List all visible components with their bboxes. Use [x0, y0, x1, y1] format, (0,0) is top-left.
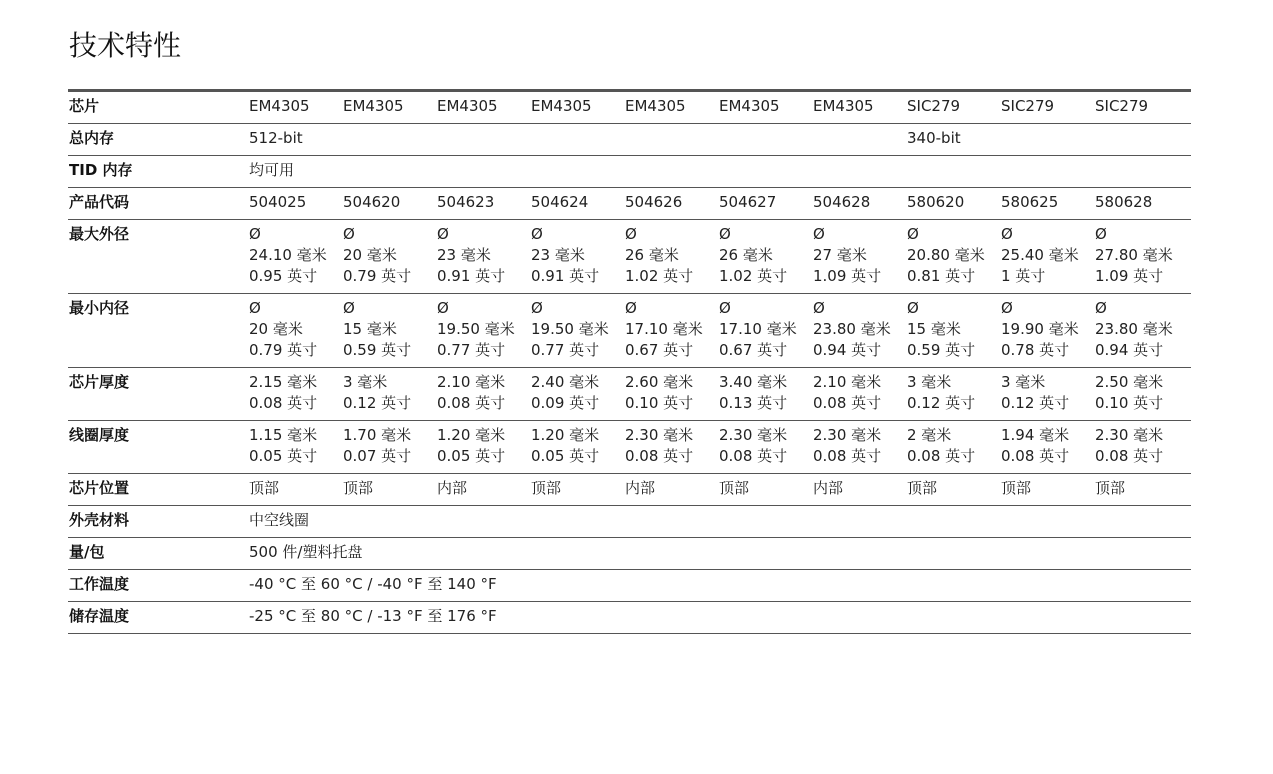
cell-line: 27 毫米	[813, 246, 867, 264]
table-row	[68, 474, 1191, 506]
table-cell	[530, 294, 624, 368]
cell-line: 23 毫米	[531, 246, 585, 264]
cell-line: 17.10 毫米	[625, 320, 703, 338]
cell-line: 0.12 英寸	[907, 394, 976, 412]
table-cell	[436, 368, 530, 421]
cell-line: 0.91 英寸	[437, 267, 506, 285]
cell-line: 0.94 英寸	[813, 341, 882, 359]
table-cell: 504627	[719, 193, 777, 211]
row-label: 最小内径	[69, 299, 130, 317]
table-cell	[718, 421, 812, 474]
table-cell	[342, 368, 436, 421]
table-row	[68, 91, 1191, 124]
table-cell: 580628	[1095, 193, 1153, 211]
cell-line: 2.10 毫米	[437, 373, 506, 391]
table-row	[68, 538, 1191, 570]
cell-line: Ø	[719, 225, 731, 243]
cell-line: 3 毫米	[907, 373, 952, 391]
cell-line: 0.12 英寸	[343, 394, 412, 412]
table-cell: EM4305	[343, 97, 404, 115]
table-cell: 内部	[813, 479, 844, 497]
table-row	[68, 220, 1191, 294]
cell-line: 20 毫米	[249, 320, 303, 338]
cell-line: 0.79 英寸	[343, 267, 412, 285]
table-cell: 504628	[813, 193, 871, 211]
cell-line: Ø	[813, 299, 825, 317]
cell-line: 2.30 毫米	[719, 426, 788, 444]
cell-line: 0.09 英寸	[531, 394, 600, 412]
cell-line: 0.77 英寸	[437, 341, 506, 359]
table-cell	[906, 220, 1000, 294]
table-cell: 顶部	[1095, 479, 1126, 497]
cell-line: 19.90 毫米	[1001, 320, 1079, 338]
table-cell	[248, 220, 342, 294]
cell-line: Ø	[437, 225, 449, 243]
table-cell: 504624	[531, 193, 589, 211]
cell-line: 0.59 英寸	[907, 341, 976, 359]
table-row	[68, 124, 1191, 156]
cell-line: 0.08 英寸	[719, 447, 788, 465]
cell-line: 1.70 毫米	[343, 426, 412, 444]
row-label: 芯片位置	[69, 479, 130, 497]
table-cell	[718, 220, 812, 294]
table-row	[68, 368, 1191, 421]
table-cell: SIC279	[907, 97, 961, 115]
table-cell	[624, 421, 718, 474]
table-cell	[1094, 368, 1191, 421]
row-label: 储存温度	[69, 607, 130, 625]
cell-line: 0.05 英寸	[249, 447, 318, 465]
table-row	[68, 506, 1191, 538]
table-cell: 中空线圈	[249, 511, 310, 529]
table-cell	[812, 294, 906, 368]
table-cell	[530, 368, 624, 421]
cell-line: 2.10 毫米	[813, 373, 882, 391]
cell-line: 0.08 英寸	[1001, 447, 1070, 465]
row-label: 总内存	[69, 129, 115, 147]
table-cell	[718, 368, 812, 421]
cell-line: Ø	[719, 299, 731, 317]
cell-line: 2.40 毫米	[531, 373, 600, 391]
cell-line: 3.40 毫米	[719, 373, 788, 391]
table-cell: 504623	[437, 193, 495, 211]
cell-line: 19.50 毫米	[531, 320, 609, 338]
cell-line: 19.50 毫米	[437, 320, 515, 338]
cell-line: 26 毫米	[719, 246, 773, 264]
table-cell	[812, 421, 906, 474]
cell-line: Ø	[531, 225, 543, 243]
row-label: 量/包	[69, 543, 105, 561]
table-cell	[436, 421, 530, 474]
cell-line: 0.13 英寸	[719, 394, 788, 412]
cell-line: 2.50 毫米	[1095, 373, 1164, 391]
spec-table	[68, 89, 1191, 634]
cell-line: 0.12 英寸	[1001, 394, 1070, 412]
cell-line: Ø	[625, 299, 637, 317]
cell-line: 0.79 英寸	[249, 341, 318, 359]
cell-line: Ø	[437, 299, 449, 317]
table-cell	[624, 294, 718, 368]
table-cell: 504025	[249, 193, 307, 211]
table-row	[68, 570, 1191, 602]
table-cell	[436, 294, 530, 368]
cell-line: 0.08 英寸	[813, 394, 882, 412]
table-cell	[342, 220, 436, 294]
table-cell: 512-bit	[249, 129, 303, 147]
cell-line: 1.20 毫米	[531, 426, 600, 444]
cell-line: 20.80 毫米	[907, 246, 985, 264]
cell-line: 1.02 英寸	[719, 267, 788, 285]
cell-line: Ø	[907, 225, 919, 243]
table-cell	[812, 220, 906, 294]
cell-line: 15 毫米	[343, 320, 397, 338]
table-cell: 内部	[625, 479, 656, 497]
cell-line: 1.94 毫米	[1001, 426, 1070, 444]
cell-line: Ø	[249, 299, 261, 317]
cell-line: 0.67 英寸	[719, 341, 788, 359]
cell-line: 26 毫米	[625, 246, 679, 264]
table-cell: 顶部	[249, 479, 280, 497]
cell-line: 0.59 英寸	[343, 341, 412, 359]
cell-line: 0.08 英寸	[907, 447, 976, 465]
table-cell: 均可用	[249, 161, 295, 179]
table-cell	[1000, 421, 1094, 474]
table-cell	[906, 368, 1000, 421]
cell-line: 2.30 毫米	[1095, 426, 1164, 444]
table-cell	[1094, 421, 1191, 474]
table-cell	[718, 294, 812, 368]
cell-line: 3 毫米	[1001, 373, 1046, 391]
cell-line: 0.91 英寸	[531, 267, 600, 285]
table-cell	[248, 294, 342, 368]
table-cell: 顶部	[907, 479, 938, 497]
cell-line: 2.15 毫米	[249, 373, 318, 391]
table-cell: EM4305	[437, 97, 498, 115]
table-row	[68, 188, 1191, 220]
cell-line: 0.08 英寸	[625, 447, 694, 465]
table-cell	[1094, 294, 1191, 368]
cell-line: 27.80 毫米	[1095, 246, 1173, 264]
cell-line: 1.09 英寸	[813, 267, 882, 285]
spec-table-body	[68, 91, 1191, 634]
table-cell	[530, 421, 624, 474]
cell-line: 23.80 毫米	[813, 320, 891, 338]
row-label: 最大外径	[69, 225, 130, 243]
cell-line: 2.60 毫米	[625, 373, 694, 391]
cell-line: 1 英寸	[1001, 267, 1046, 285]
cell-line: Ø	[343, 225, 355, 243]
cell-line: 0.67 英寸	[625, 341, 694, 359]
cell-line: Ø	[813, 225, 825, 243]
table-cell	[1000, 294, 1094, 368]
cell-line: 17.10 毫米	[719, 320, 797, 338]
table-cell	[248, 368, 342, 421]
table-cell	[248, 421, 342, 474]
table-cell: EM4305	[625, 97, 686, 115]
cell-line: Ø	[531, 299, 543, 317]
cell-line: 25.40 毫米	[1001, 246, 1079, 264]
table-cell: 580620	[907, 193, 965, 211]
row-label: 产品代码	[69, 193, 130, 211]
cell-line: 0.08 英寸	[813, 447, 882, 465]
cell-line: 2.30 毫米	[813, 426, 882, 444]
cell-line: 1.15 毫米	[249, 426, 318, 444]
cell-line: 1.20 毫米	[437, 426, 506, 444]
cell-line: 0.95 英寸	[249, 267, 318, 285]
cell-line: 0.07 英寸	[343, 447, 412, 465]
cell-line: 20 毫米	[343, 246, 397, 264]
table-cell: 顶部	[343, 479, 374, 497]
table-cell: 580625	[1001, 193, 1059, 211]
table-row	[68, 294, 1191, 368]
cell-line: Ø	[1095, 225, 1107, 243]
table-cell: 340-bit	[907, 129, 961, 147]
table-cell: -40 °C 至 60 °C / -40 °F 至 140 °F	[249, 575, 497, 593]
table-cell: 504626	[625, 193, 683, 211]
table-cell: 顶部	[1001, 479, 1032, 497]
cell-line: 0.10 英寸	[625, 394, 694, 412]
row-label: 线圈厚度	[69, 426, 130, 444]
cell-line: Ø	[907, 299, 919, 317]
row-label: TID 内存	[69, 161, 133, 179]
table-cell	[530, 220, 624, 294]
table-cell: SIC279	[1095, 97, 1149, 115]
cell-line: Ø	[343, 299, 355, 317]
table-cell	[624, 368, 718, 421]
table-cell	[906, 294, 1000, 368]
cell-line: 0.05 英寸	[531, 447, 600, 465]
table-cell	[812, 368, 906, 421]
table-cell: EM4305	[813, 97, 874, 115]
row-label: 芯片	[69, 97, 100, 115]
table-cell: EM4305	[531, 97, 592, 115]
table-cell: 顶部	[719, 479, 750, 497]
cell-line: 2.30 毫米	[625, 426, 694, 444]
cell-line: 23 毫米	[437, 246, 491, 264]
table-row	[68, 156, 1191, 188]
cell-line: 15 毫米	[907, 320, 961, 338]
cell-line: 0.94 英寸	[1095, 341, 1164, 359]
cell-line: 0.08 英寸	[437, 394, 506, 412]
cell-line: Ø	[1001, 225, 1013, 243]
table-cell	[906, 421, 1000, 474]
table-cell: EM4305	[249, 97, 310, 115]
cell-line: 0.05 英寸	[437, 447, 506, 465]
cell-line: 0.77 英寸	[531, 341, 600, 359]
cell-line: 0.78 英寸	[1001, 341, 1070, 359]
table-cell: 内部	[437, 479, 468, 497]
cell-line: Ø	[249, 225, 261, 243]
table-cell: 顶部	[531, 479, 562, 497]
table-cell: SIC279	[1001, 97, 1055, 115]
table-cell	[436, 220, 530, 294]
table-cell: EM4305	[719, 97, 780, 115]
cell-line: 24.10 毫米	[249, 246, 327, 264]
row-label: 外壳材料	[69, 511, 130, 529]
table-cell	[342, 294, 436, 368]
table-cell	[1094, 220, 1191, 294]
table-cell	[1000, 368, 1094, 421]
cell-line: Ø	[625, 225, 637, 243]
row-label: 工作温度	[69, 575, 130, 593]
cell-line: Ø	[1001, 299, 1013, 317]
table-cell: 504620	[343, 193, 401, 211]
cell-line: 1.02 英寸	[625, 267, 694, 285]
cell-line: 2 毫米	[907, 426, 952, 444]
cell-line: 23.80 毫米	[1095, 320, 1173, 338]
page-title: 技术特性	[69, 29, 182, 62]
table-row	[68, 602, 1191, 634]
cell-line: 0.08 英寸	[249, 394, 318, 412]
table-cell: -25 °C 至 80 °C / -13 °F 至 176 °F	[249, 607, 497, 625]
cell-line: 0.81 英寸	[907, 267, 976, 285]
cell-line: 0.08 英寸	[1095, 447, 1164, 465]
cell-line: 3 毫米	[343, 373, 388, 391]
table-cell	[342, 421, 436, 474]
row-label: 芯片厚度	[69, 373, 130, 391]
cell-line: Ø	[1095, 299, 1107, 317]
table-cell: 500 件/塑料托盘	[249, 543, 363, 561]
cell-line: 1.09 英寸	[1095, 267, 1164, 285]
cell-line: 0.10 英寸	[1095, 394, 1164, 412]
table-cell	[624, 220, 718, 294]
table-cell	[1000, 220, 1094, 294]
table-row	[68, 421, 1191, 474]
